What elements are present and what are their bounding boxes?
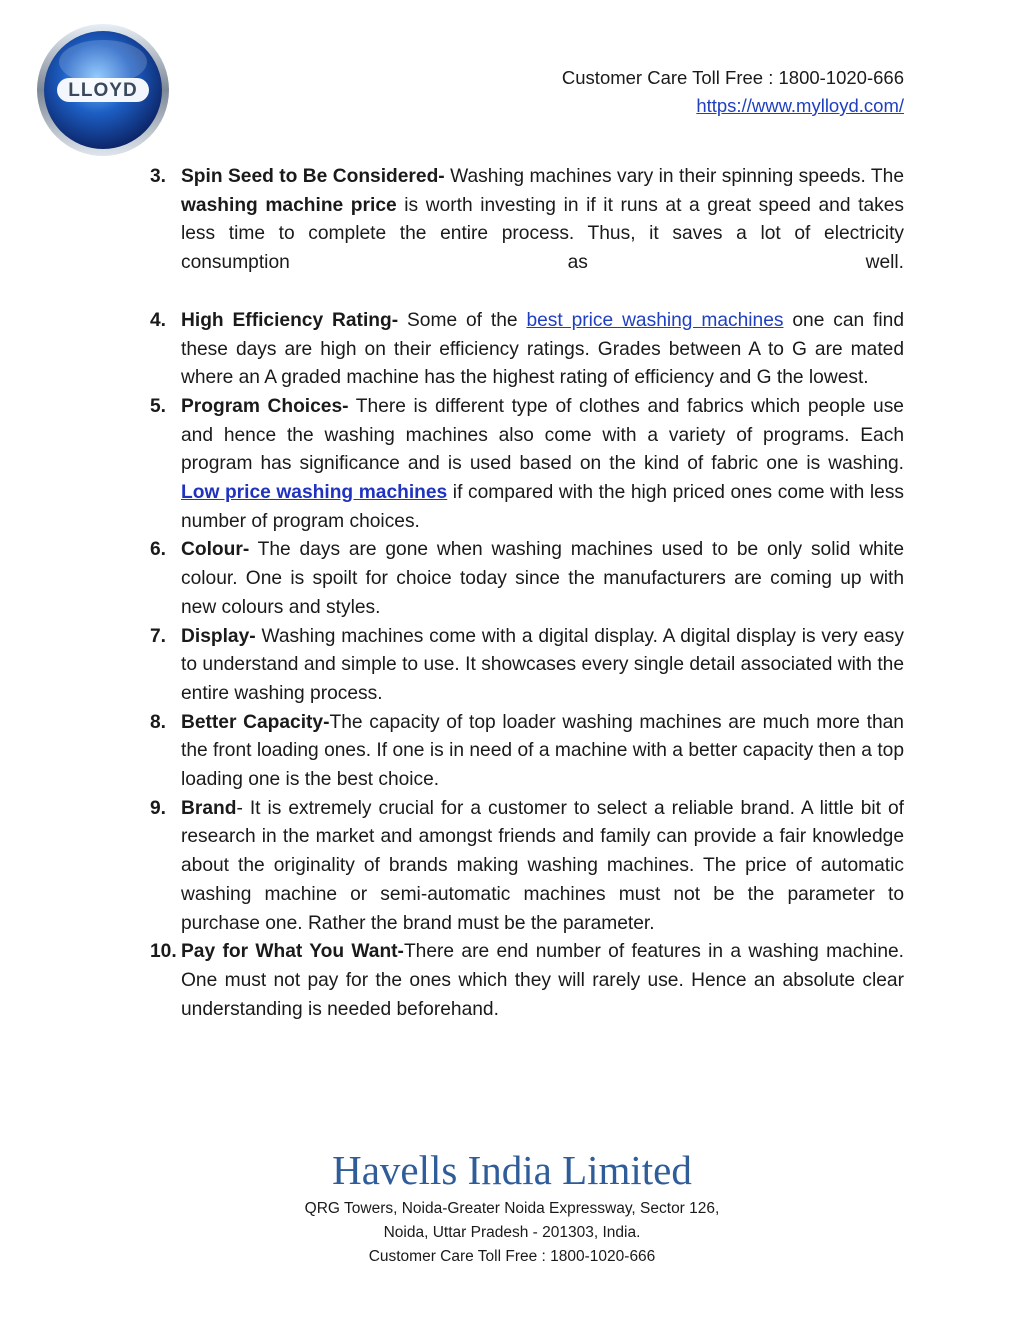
item-number: 7. [150, 625, 167, 647]
item-body: if compared with the high priced ones come with less number of program choices. [181, 482, 905, 532]
item-term: Display- [181, 625, 256, 647]
item-number: 10. [150, 941, 177, 963]
item-term: Program Choices- [181, 395, 349, 417]
item-number: 4. [150, 309, 167, 331]
low-price-washing-machines-link[interactable]: Low price washing machines [181, 482, 448, 504]
item-text [181, 536, 904, 622]
item-term: Pay for What You Want- [181, 941, 404, 963]
list-item-3 [150, 163, 904, 278]
item-number: 8. [150, 711, 167, 733]
website-link[interactable]: https://www.mylloyd.com/ [696, 95, 904, 116]
list-item-4 [150, 307, 904, 393]
item-term: High Efficiency Rating- [181, 309, 399, 331]
list-item-8 [150, 709, 904, 795]
address-line-1: QRG Towers, Noida-Greater Noida Expressway, Sector 126, [304, 1200, 720, 1217]
item-text [181, 307, 904, 393]
item-number: 3. [150, 166, 167, 187]
list-item-5 [150, 393, 904, 537]
address-line-2: Noida, Uttar Pradesh - 201303, India. [383, 1224, 641, 1241]
item-number: 9. [150, 797, 167, 819]
list-item-6 [150, 536, 904, 622]
item-emphasis: washing machine price [181, 194, 397, 216]
item-text [181, 163, 904, 278]
logo-text: LLOYD [68, 80, 138, 101]
item-body: There are end number of features in a washing machine. One must not pay for the ones which they will rarely use. Hence an absolute clear understanding is needed beforehand. [181, 941, 904, 1020]
item-body: - It is extremely crucial for a customer to select a reliable brand. A little bit of research in the market and amongst friends and family can provide a fair knowledge about the originality of brands making washing machines. The price of automatic washing machine or semi-automatic machines must not be the parameter to purchase one. Rather the brand must be the parameter. [181, 797, 904, 934]
item-number: 6. [150, 539, 167, 561]
item-text [181, 393, 904, 537]
list-item-9 [150, 795, 904, 939]
item-number: 5. [150, 395, 167, 417]
item-body: one can find these days are high on their efficiency ratings. Grades between A to G are mated where an A graded machine has the highest rating of efficiency and G the lowest. [181, 309, 904, 389]
item-body: is worth investing in if it runs at a great speed and takes less time to complete the entire process. Thus, it saves a lot of electricity consumption as well. [181, 194, 904, 274]
header-customer-care: Customer Care Toll Free : 1800-1020-666 [561, 67, 904, 88]
item-term: Better Capacity- [181, 711, 330, 733]
item-text [181, 795, 904, 939]
lloyd-logo-icon [35, 22, 171, 158]
header-contact [562, 64, 904, 120]
company-name: Havells India Limited [332, 1147, 692, 1193]
item-term: Colour- [181, 539, 250, 561]
item-term: Brand [181, 797, 237, 819]
list-item-7 [150, 623, 904, 709]
footer-customer-care: Customer Care Toll Free : 1800-1020-666 [368, 1248, 656, 1265]
item-body: Washing machines vary in their spinning speeds. The [444, 166, 904, 187]
item-text [181, 709, 904, 795]
item-body: Some of the [398, 309, 527, 331]
item-body: Washing machines come with a digital display. A digital display is very easy to understand and simple to use. It showcases every single detail associated with the entire washing process. [181, 625, 904, 704]
item-text [181, 623, 904, 709]
item-body: The days are gone when washing machines used to be only solid white colour. One is spoilt for choice today since the manufacturers are coming up with new colours and styles. [181, 539, 904, 618]
best-price-washing-machines-link[interactable]: best price washing machines [526, 309, 784, 331]
item-body: The capacity of top loader washing machines are much more than the front loading ones. If one is in need of a machine with a better capacity then a top loading one is the best choice. [181, 711, 904, 791]
footer [0, 1143, 1024, 1269]
item-body: There is different type of clothes and fabrics which people use and hence the washing machines also come with a variety of programs. Each program has significance and is used based on the kind of fabric one is washing. [181, 395, 904, 475]
lloyd-logo [35, 22, 171, 158]
item-text [181, 938, 904, 1024]
item-term: Spin Seed to Be Considered- [181, 166, 445, 187]
feature-list [150, 163, 904, 1024]
list-item-10 [150, 938, 904, 1024]
